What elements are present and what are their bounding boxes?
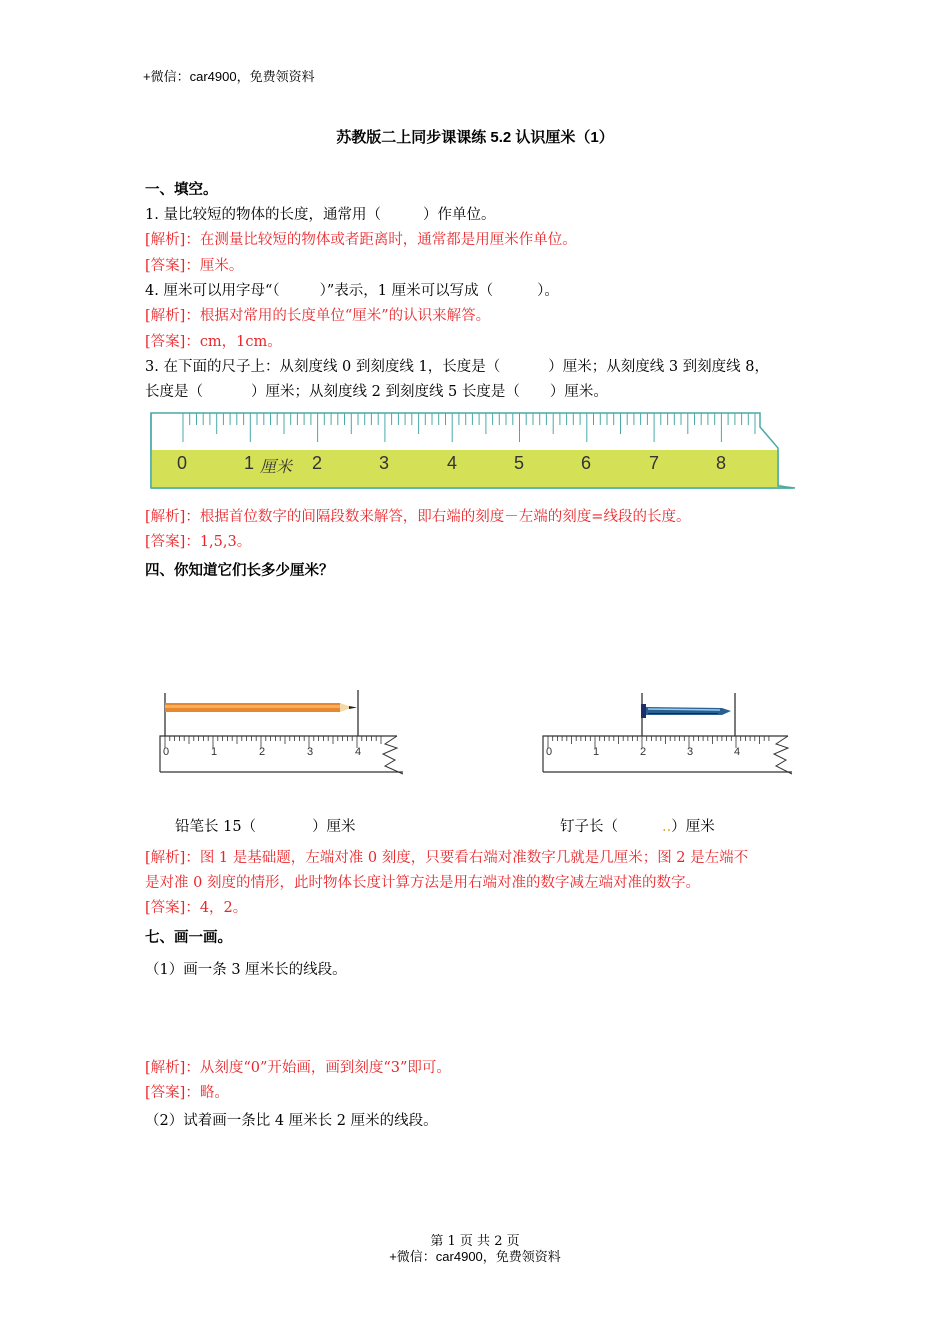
ruler-label-0: 0 bbox=[177, 453, 188, 473]
ruler-label-3: 3 bbox=[379, 453, 390, 473]
ruler-label-8: 8 bbox=[716, 453, 727, 473]
nail-ruler-label-1: 1 bbox=[593, 746, 600, 758]
pencil-ruler-label-1: 1 bbox=[211, 746, 218, 758]
nail-caption-dots: .. bbox=[662, 819, 672, 835]
s7-question-2: （2）试着画一条比 4 厘米长 2 厘米的线段。 bbox=[145, 1113, 438, 1129]
pencil-on-ruler-illustration bbox=[157, 688, 407, 780]
q3-text-d: ）厘米；从刻度线 2 到刻度线 5 长度是（ bbox=[251, 384, 520, 400]
page-title: 苏教版二上同步课课练 5.2 认识厘米（1） bbox=[336, 129, 614, 146]
ruler-label-1: 1 bbox=[244, 453, 255, 473]
pencil-caption-b: ）厘米 bbox=[312, 819, 356, 835]
q3-answer: [答案]：1,5,3。 bbox=[145, 534, 252, 550]
pencil-ruler-label-0: 0 bbox=[163, 746, 170, 758]
ruler-label-5: 5 bbox=[514, 453, 525, 473]
q4-text-c: ）。 bbox=[537, 283, 559, 299]
nail-figure bbox=[538, 688, 798, 780]
ruler-label-4: 4 bbox=[447, 453, 458, 473]
q4-text-b: ）”表示，1 厘米可以写成（ bbox=[319, 283, 494, 299]
section4-analysis-line-1: [解析]：图 1 是基础题，左端对准 0 刻度，只要看右端对准数字几就是几厘米；图 2 是左端不 bbox=[145, 850, 749, 866]
q4-analysis: [解析]：根据对常用的长度单位“厘米”的认识来解答。 bbox=[145, 308, 491, 324]
q4-text-a: 4. 厘米可以用字母“（ bbox=[145, 283, 280, 299]
s7-question-1: （1）画一条 3 厘米长的线段。 bbox=[145, 962, 347, 978]
nail-ruler-label-0: 0 bbox=[546, 746, 553, 758]
question-4 bbox=[145, 281, 559, 301]
q4-answer: [答案]：cm，1cm。 bbox=[145, 334, 282, 350]
q1-analysis: [解析]：在测量比较短的物体或者距离时，通常都是用厘米作单位。 bbox=[145, 232, 577, 248]
section4-answer: [答案]：4，2。 bbox=[145, 900, 248, 916]
q3-analysis: [解析]：根据首位数字的间隔段数来解答，即右端的刻度－左端的刻度=线段的长度。 bbox=[145, 509, 691, 525]
question-3-line-2 bbox=[145, 382, 608, 402]
q3-text-a: 3. 在下面的尺子上：从刻度线 0 到刻度线 1，长度是（ bbox=[145, 359, 501, 375]
pencil-ruler-label-4: 4 bbox=[355, 746, 362, 758]
nail-ruler-label-2: 2 bbox=[640, 746, 647, 758]
q3-text-e: ）厘米。 bbox=[549, 384, 608, 400]
ruler-unit-label: 厘米 bbox=[260, 457, 293, 476]
section-4-heading: 四、你知道它们长多少厘米？ bbox=[145, 563, 334, 579]
pencil-caption-a: 铅笔长 15（ bbox=[175, 819, 257, 835]
q3-text-c: 长度是（ bbox=[145, 384, 203, 400]
s7-q1-answer: [答案]：略。 bbox=[145, 1085, 229, 1101]
ruler-label-2: 2 bbox=[312, 453, 323, 473]
section-7-heading: 七、画一画。 bbox=[145, 930, 232, 946]
ruler-label-7: 7 bbox=[649, 453, 660, 473]
nail-on-ruler-illustration bbox=[538, 688, 798, 780]
ruler-figure bbox=[150, 412, 800, 492]
nail-ruler-label-3: 3 bbox=[687, 746, 694, 758]
s7-q1-analysis: [解析]：从刻度“0”开始画，画到刻度“3”即可。 bbox=[145, 1060, 451, 1076]
footer-watermark: +微信：car4900，免费领资料 bbox=[389, 1249, 561, 1264]
nail-caption-a: 钉子长（ bbox=[560, 819, 618, 835]
q1-text-before: 1. 量比较短的物体的长度，通常用（ bbox=[145, 207, 381, 223]
page-number: 第 1 页 共 2 页 bbox=[430, 1234, 520, 1249]
ruler-label-6: 6 bbox=[581, 453, 592, 473]
pencil-figure bbox=[157, 688, 407, 780]
q1-answer: [答案]：厘米。 bbox=[145, 258, 244, 274]
question-3-line-1 bbox=[145, 357, 769, 377]
q1-text-after: ）作单位。 bbox=[422, 207, 496, 223]
pencil-ruler-label-3: 3 bbox=[307, 746, 314, 758]
header-watermark: +微信：car4900，免费领资料 bbox=[143, 69, 315, 84]
pencil-caption bbox=[175, 817, 356, 837]
nail-caption bbox=[560, 817, 715, 837]
nail-ruler-label-4: 4 bbox=[734, 746, 741, 758]
question-1 bbox=[145, 205, 495, 225]
q3-text-b: ）厘米；从刻度线 3 到刻度线 8， bbox=[548, 359, 770, 375]
section4-analysis-line-2: 是对准 0 刻度的情形，此时物体长度计算方法是用右端对准的数字减左端对准的数字。 bbox=[145, 875, 700, 891]
nail-caption-b: ）厘米 bbox=[671, 819, 715, 835]
pencil-ruler-label-2: 2 bbox=[259, 746, 266, 758]
ruler-illustration bbox=[150, 412, 800, 492]
section-1-heading: 一、填空。 bbox=[145, 182, 218, 198]
